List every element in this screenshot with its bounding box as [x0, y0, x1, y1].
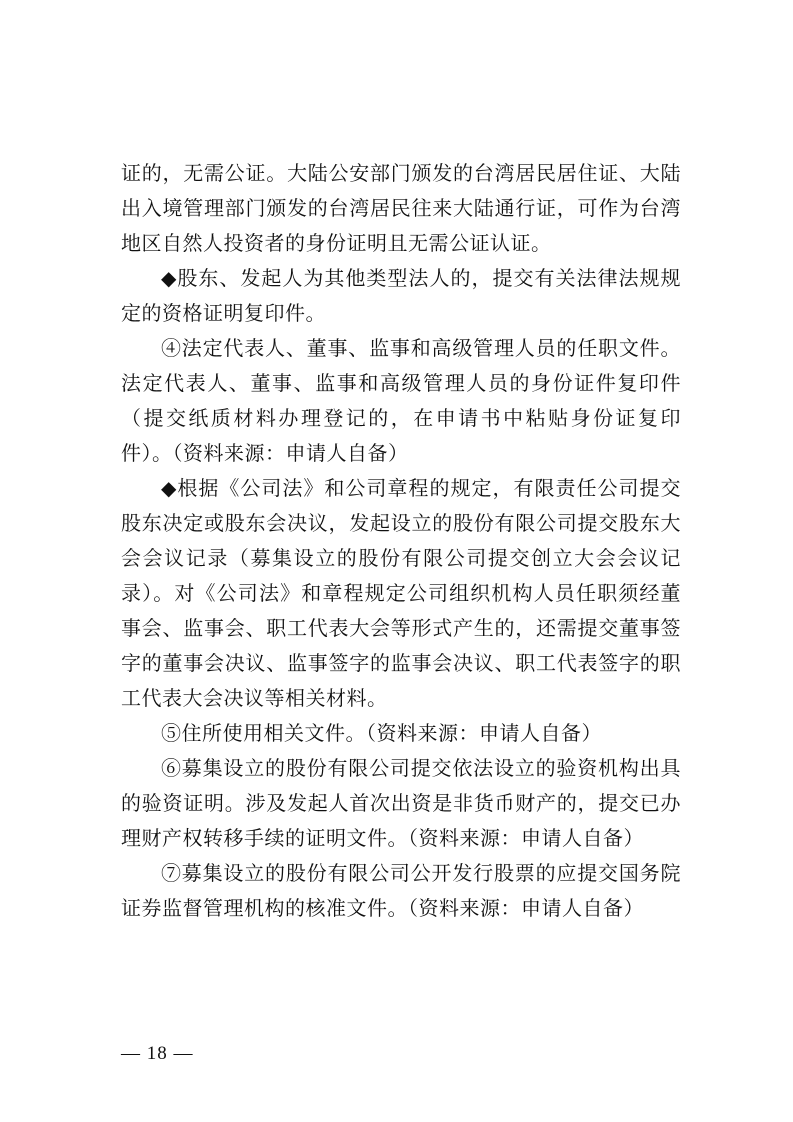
paragraph-2-shareholder-other-legal-person: ◆股东、发起人为其他类型法人的，提交有关法律法规规定的资格证明复印件。	[121, 266, 681, 325]
paragraph-7-securities-approval: ⑦募集设立的股份有限公司公开发行股票的应提交国务院证券监督管理机构的核准文件。（资料来源：申请人自备）	[121, 861, 681, 920]
page-number: — 18 —	[121, 1043, 194, 1064]
document-body	[121, 156, 681, 926]
paragraph-3-appointment-documents: ④法定代表人、董事、监事和高级管理人员的任职文件。法定代表人、董事、监事和高级管理人员的身份证件复印件（提交纸质材料办理登记的，在申请书中粘贴身份证复印件）。（资料来源：申请人自备）	[121, 336, 681, 465]
paragraph-4-company-law-resolutions: ◆根据《公司法》和公司章程的规定，有限责任公司提交股东决定或股东会决议，发起设立的股份有限公司提交股东大会会议记录（募集设立的股份有限公司提交创立大会会议记录）。对《公司法》和章程规定公司组织机构人员任职须经董事会、监事会、职工代表大会等形式产生的，还需提交董事签字的董事会决议、监事签字的监事会决议、职工代表签字的职工代表大会决议等相关材料。	[121, 476, 681, 710]
paragraph-6-capital-verification: ⑥募集设立的股份有限公司提交依法设立的验资机构出具的验资证明。涉及发起人首次出资是非货币财产的，提交已办理财产权转移手续的证明文件。（资料来源：申请人自备）	[121, 756, 681, 850]
paragraph-5-domicile-documents: ⑤住所使用相关文件。（资料来源：申请人自备）	[161, 721, 602, 745]
paragraph-1-continuation: 证的，无需公证。大陆公安部门颁发的台湾居民居住证、大陆出入境管理部门颁发的台湾居民往来大陆通行证，可作为台湾地区自然人投资者的身份证明且无需公证认证。	[121, 161, 681, 255]
